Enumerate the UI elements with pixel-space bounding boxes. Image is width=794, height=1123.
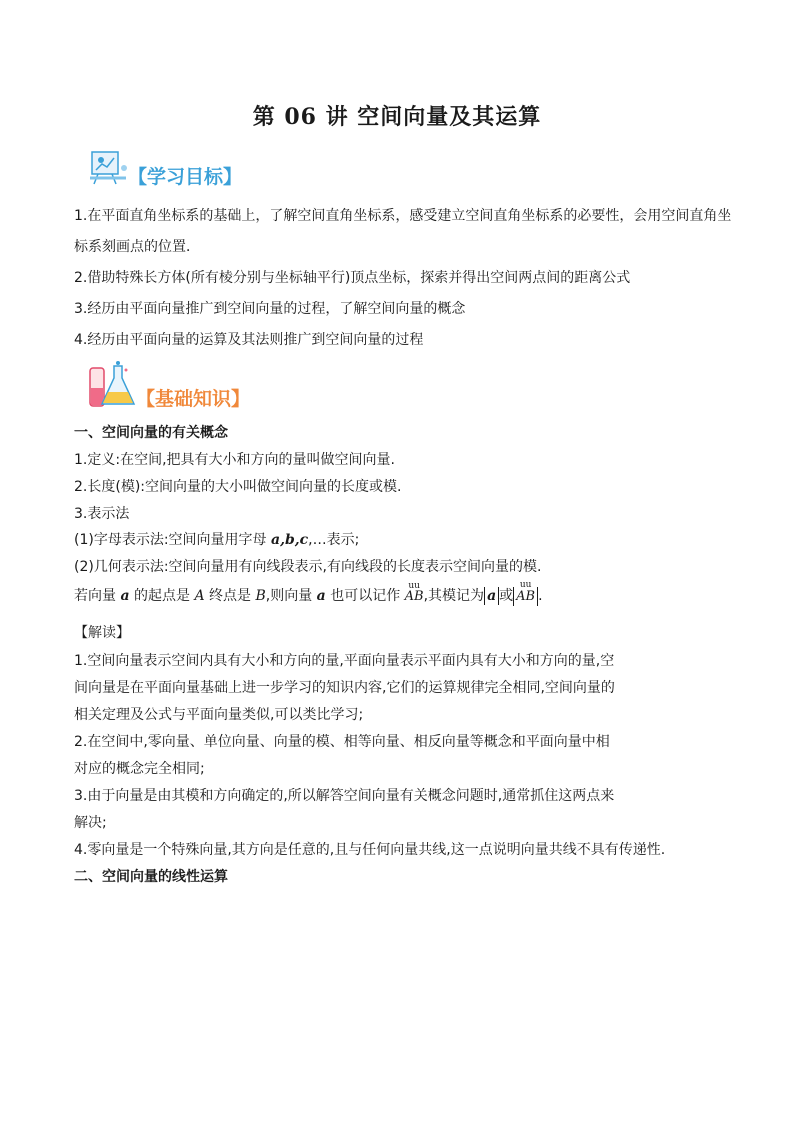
goal-4: 4.经历由平面向量的运算及其法则推广到空间向量的过程	[74, 332, 424, 348]
interp-1-line-1: 1.空间向量表示空间内具有大小和方向的量,平面向量表示平面内具有大小和方向的量,空	[74, 653, 615, 669]
vector-arrow-mark: uu	[408, 581, 420, 591]
vn-abs-AB	[513, 580, 538, 606]
letter-notation-suffix: ,…表示;	[308, 532, 360, 548]
vn-var-A: A	[194, 588, 205, 604]
letter-notation-prefix: (1)字母表示法:空间向量用字母	[74, 532, 271, 548]
vector-arrow-mark-2: uu	[519, 580, 532, 590]
interpretation-heading: 【解读】	[74, 625, 130, 641]
vn-text-6: ,其模记为	[423, 588, 485, 604]
vn-vector-AB2-text: AB	[516, 589, 536, 604]
definition: 1.定义:在空间,把具有大小和方向的量叫做空间向量.	[74, 452, 395, 468]
goal-1-line-2: 标系刻画点的位置．	[74, 239, 200, 255]
vn-vector-AB	[404, 581, 424, 604]
goal-1-line-1: 1.在平面直角坐标系的基础上，了解空间直角坐标系，感受建立空间直角坐标系的必要性，会用空间直角坐	[74, 208, 732, 224]
letter-notation	[74, 529, 359, 549]
goal-2: 2.借助特殊长方体(所有棱分别与坐标轴平行)顶点坐标，探索并得出空间两点间的距离公式	[74, 270, 631, 286]
vn-text-3: 终点是	[204, 588, 256, 604]
goal-3: 3.经历由平面向量推广到空间向量的过程，了解空间向量的概念	[74, 301, 466, 317]
vn-text-8: .	[538, 588, 543, 604]
geometric-notation: (2)几何表示法:空间向量用有向线段表示,有向线段的长度表示空间向量的模.	[74, 559, 542, 575]
page-title: 第 06 讲 空间向量及其运算	[252, 104, 542, 130]
vn-var-a2: a	[316, 588, 326, 604]
interp-2-line-1: 2.在空间中,零向量、单位向量、向量的模、相等向量、相反向量等概念和平面向量中相	[74, 734, 610, 750]
learning-goals-header	[88, 150, 288, 190]
interp-1-line-2: 间向量是在平面向量基础上进一步学习的知识内容,它们的运算规律完全相同,空间向量的	[74, 680, 615, 696]
vn-text-4: ,则向量	[265, 588, 317, 604]
vn-text-7: 或	[499, 588, 514, 604]
vn-abs-a	[484, 587, 499, 605]
vector-notation-line	[74, 580, 543, 606]
heading-concepts: 一、空间向量的有关概念	[74, 425, 228, 441]
interp-1-line-3: 相关定理及公式与平面向量类似,可以类比学习;	[74, 707, 364, 723]
presentation-board-icon	[88, 150, 130, 192]
basic-knowledge-header	[88, 360, 288, 410]
vn-var-B: B	[255, 588, 266, 604]
interp-3-line-1: 3.由于向量是由其模和方向确定的,所以解答空间向量有关概念问题时,通常抓住这两点来	[74, 788, 615, 804]
vn-vector-AB2	[516, 580, 536, 606]
heading-linear-operations: 二、空间向量的线性运算	[74, 869, 228, 885]
letter-notation-vars: a,b,c	[271, 532, 309, 548]
vn-text-2: 的起点是	[129, 588, 195, 604]
basic-knowledge-label: 【基础知识】	[136, 388, 251, 410]
learning-goals-label: 【学习目标】	[128, 166, 243, 188]
chemistry-flask-icon	[88, 360, 136, 414]
vn-text-1: 若向量	[74, 588, 121, 604]
interp-4: 4.零向量是一个特殊向量,其方向是任意的,且与任何向量共线,这一点说明向量共线不具有传递性.	[74, 842, 666, 858]
notation-heading: 3.表示法	[74, 506, 130, 522]
vn-text-5: 也可以记作	[325, 588, 405, 604]
vn-var-a: a	[120, 588, 130, 604]
vn-vector-AB-text: AB	[404, 589, 424, 604]
interp-3-line-2: 解决;	[74, 815, 107, 831]
interp-2-line-2: 对应的概念完全相同;	[74, 761, 205, 777]
vn-var-a3: a	[487, 588, 497, 604]
length-definition: 2.长度(模):空间向量的大小叫做空间向量的长度或模.	[74, 479, 402, 495]
